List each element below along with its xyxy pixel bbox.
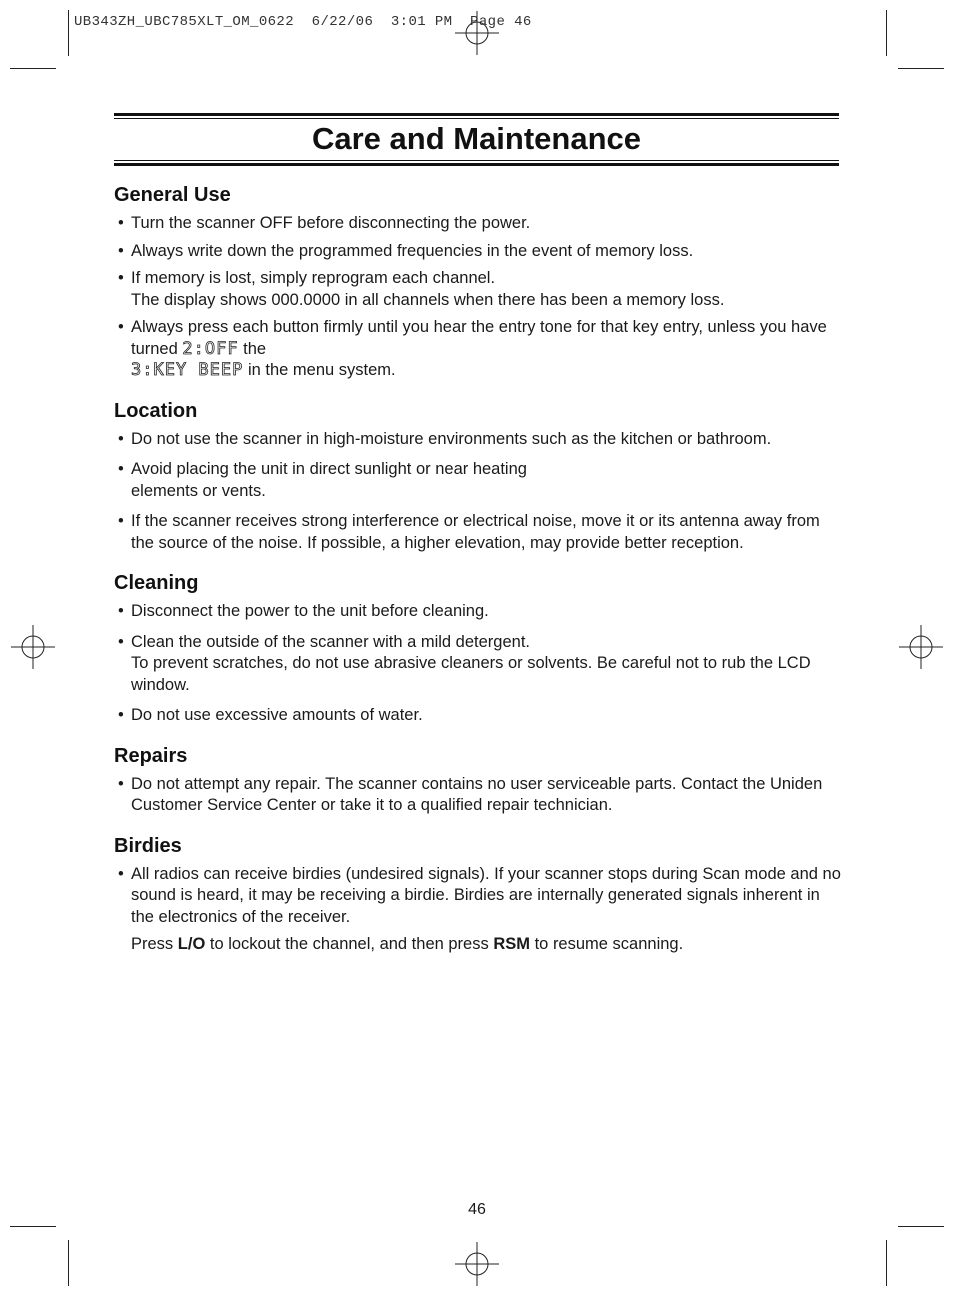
item-text: Disconnect the power to the unit before cleaning. [131, 602, 489, 620]
bullet: • [118, 214, 124, 232]
bullet: • [118, 241, 124, 260]
bullet: • [118, 774, 124, 793]
item-text: Always write down the programmed frequencies in the event of memory loss. [131, 241, 694, 260]
list-item [114, 774, 844, 817]
registration-mark-icon [899, 625, 943, 669]
crop-mark [886, 10, 887, 56]
crop-mark [68, 1240, 69, 1286]
crop-mark [898, 68, 944, 69]
bullet: • [118, 318, 124, 336]
item-text: To prevent scratches, do not use abrasive cleaners or solvents. Be careful not to rub the LCD window. [131, 654, 811, 694]
title-rule-bottom [114, 163, 839, 166]
bullet: • [118, 864, 124, 883]
bullet: • [118, 512, 124, 530]
section-heading: Birdies [114, 834, 182, 857]
item-text: Always press each button firmly until you hear the entry tone for that key entry, unless you have turned [131, 318, 827, 358]
bullet: • [118, 602, 124, 620]
item-text: Turn the scanner OFF before disconnecting the power. [131, 214, 531, 232]
bullet: • [118, 706, 124, 724]
registration-mark-icon [455, 11, 499, 55]
bullet: • [118, 429, 124, 448]
list-item [114, 268, 844, 311]
item-text: the [243, 339, 267, 358]
registration-mark-icon [11, 625, 55, 669]
bullet: • [118, 460, 124, 478]
list-item [114, 459, 844, 502]
section-heading: Repairs [114, 744, 188, 767]
title-block [114, 113, 839, 166]
section-cleaning [114, 571, 844, 727]
crop-mark [68, 10, 69, 56]
item-text: Do not use the scanner in high-moisture environments such as the kitchen or bathroom. [131, 429, 772, 448]
bullet: • [118, 632, 124, 651]
section-location [114, 399, 844, 555]
crop-mark [898, 1226, 944, 1227]
list-item [114, 317, 844, 382]
list-item [114, 429, 844, 451]
list-item [114, 632, 844, 697]
title-rule-bottom-thin [114, 160, 839, 161]
lcd-display-text: 2:OFF [182, 338, 239, 359]
instruction-line [114, 934, 844, 956]
section-heading: General Use [114, 184, 231, 206]
item-text: If memory is lost, simply reprogram each channel. [131, 269, 496, 287]
item-text: All radios can receive birdies (undesired signals). If your scanner stops during Scan mode and no sound is heard, it may be receiving a birdie. Birdies are internally generated signals inherent in the electronics of the receiver. [131, 864, 841, 926]
printer-slug: UB343ZH_UBC785XLT_OM_0622 6/22/06 3:01 PM Page 46 [74, 14, 532, 30]
list-item [114, 601, 844, 623]
list-item [114, 511, 844, 554]
list-item [114, 213, 844, 235]
section-repairs [114, 744, 844, 817]
item-text: Do not use excessive amounts of water. [131, 706, 423, 724]
item-text: Clean the outside of the scanner with a mild detergent. [131, 632, 530, 651]
title-rule-top-thin [114, 118, 839, 119]
item-text: The display shows 000.0000 in all channels when there has been a memory loss. [131, 290, 725, 309]
registration-mark-icon [455, 1242, 499, 1286]
key-label: L/O [177, 935, 206, 953]
page-title: Care and Maintenance [311, 121, 642, 156]
crop-mark [10, 1226, 56, 1227]
crop-mark [10, 68, 56, 69]
section-general-use [114, 183, 844, 382]
item-text: If the scanner receives strong interference or electrical noise, move it or its antenna away from the source of the noise. If possible, a higher elevation, may provide better reception. [131, 512, 820, 552]
key-label: RSM [493, 935, 530, 953]
item-text: in the menu system. [247, 361, 396, 379]
bullet: • [118, 269, 124, 287]
item-text: to resume scanning. [534, 935, 684, 953]
crop-mark [886, 1240, 887, 1286]
list-item [114, 864, 844, 929]
section-heading: Cleaning [114, 572, 199, 594]
item-text: Do not attempt any repair. The scanner contains no user serviceable parts. Contact the Uniden Customer Service Center or take it to a qualified repair technician. [131, 774, 823, 814]
section-birdies [114, 834, 844, 956]
title-rule-top [114, 113, 839, 116]
section-heading: Location [114, 399, 198, 422]
item-text: Press [131, 935, 174, 953]
list-item [114, 705, 844, 727]
list-item [114, 241, 844, 263]
item-text: to lockout the channel, and then press [209, 935, 489, 953]
item-text: elements or vents. [131, 481, 266, 500]
lcd-display-text: 3:KEY BEEP [131, 360, 244, 380]
item-text: Avoid placing the unit in direct sunlight or near heating [131, 460, 527, 478]
page-number: 46 [468, 1201, 486, 1218]
page-content [114, 183, 844, 973]
